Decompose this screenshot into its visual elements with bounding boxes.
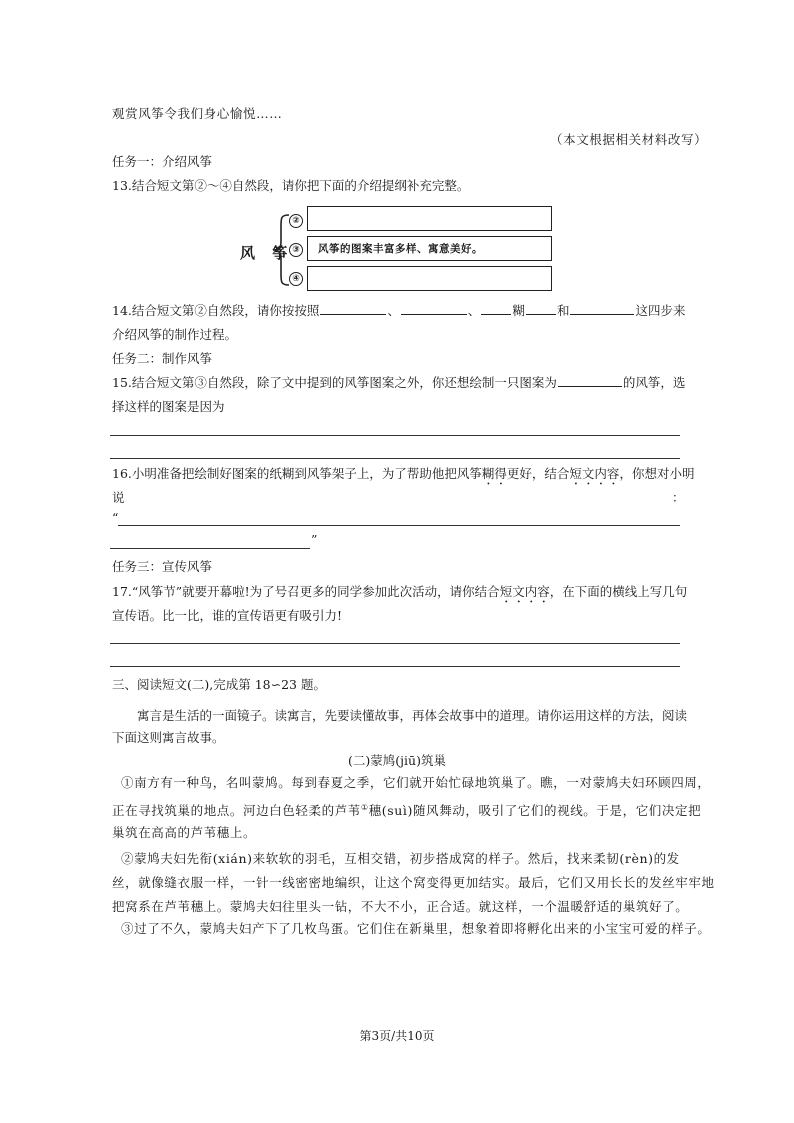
q17-emphasis: 短文内容 [499,584,550,599]
outline-box-4[interactable] [307,266,552,291]
answer-line-15b[interactable] [110,458,680,459]
num-2: ② [289,214,303,228]
story-p1-line2-a: 正在寻找筑巢的地点。河边白色轻柔的芦苇 [112,803,361,819]
page-footer: 第3页/共10页 [359,1029,435,1043]
q14-blank-4[interactable] [526,302,556,315]
section-3-heading: 三、阅读短文(二),完成第 18∽23 题。 [112,677,326,692]
q14-sep1: 、 [387,303,400,318]
question-14 [112,302,685,320]
q14-blank-5[interactable] [570,302,634,315]
story-p2-line2: 丝，就像缝衣服一样，一针一线密密地编织，让这个窝变得更加结实。最后，它们又用长长的发丝牢牢地 [112,875,715,890]
story-p1-line2-b: 穗(suì)随风舞动，吸引了它们的视线。于是，它们决定把 [368,803,702,819]
answer-line-17a[interactable] [110,643,680,644]
q15-text-a: 15.结合短文第③自然段，除了文中提到的风筝图案之外，你还想绘制一只图案为 [112,375,557,390]
question-17-line2: 宣传语。比一比，谁的宣传语更有吸引力! [112,608,343,623]
intro-paragraph-2: 下面这则寓言故事。 [112,730,225,745]
intro-paragraph-1: 寓言是生活的一面镜子。读寓言，先要读懂故事，再体会故事中的道理。请你运用这样的方法，阅读 [137,708,688,723]
story-p3-line1: ③过了不久，蒙鸠夫妇产下了几枚鸟蛋。它们住在新巢里，想象着即将孵化出来的小宝宝可爱的样子。 [121,921,711,936]
footnote-marker: ① [360,803,369,812]
answer-line-16a[interactable] [118,525,680,526]
box3-text: 风筝的图案丰富多样、寓意美好。 [318,243,483,255]
q16-text-b: 更好，结合 [506,466,570,481]
q14-blank-1[interactable] [320,302,386,315]
num-4: ④ [289,272,303,286]
answer-line-16b[interactable] [110,548,310,549]
task1-heading: 任务一：介绍风筝 [112,154,213,169]
q16-colon: ： [672,490,685,505]
num-3: ③ [289,243,303,257]
question-17 [112,583,687,606]
q14-text-a: 14.结合短文第②自然段，请你按按照 [112,303,320,318]
question-16 [112,465,694,488]
q17-text-b: ，在下面的横线上写几句 [549,584,688,599]
story-p2-line3: 把窝系在芦苇穗上。蒙鸠夫妇往里头一钻，不大不小，正合适。就这样，一个温暖舒适的巢筑好了。 [112,899,689,914]
answer-line-17b[interactable] [110,666,680,667]
brace-icon [271,212,291,288]
q15-blank-pattern[interactable] [558,374,622,387]
q14-hu: 糊 [512,303,525,318]
q16-text-c: ，你想对小明 [619,466,695,481]
question-13: 13.结合短文第②～④自然段，请你把下面的介绍提纲补充完整。 [112,178,470,193]
outline-box-3 [307,236,552,261]
q16-text-a: 16.小明准备把绘制好图案的纸糊到风筝架子上，为了帮助他把风筝 [112,466,482,481]
story-p1-line1: ①南方有一种鸟，名叫蒙鸠。每到春夏之季，它们就开始忙碌地筑巢了。瞧，一对蒙鸠夫妇环顾四周， [121,775,711,790]
question-14-line2: 介绍风筝的制作过程。 [112,327,238,342]
q14-he: 和 [556,303,570,318]
story-p2-line1: ②蒙鸠夫妇先衔(xián)来软软的羽毛，互相交错，初步搭成窝的样子。然后，找来柔韧(rèn)的发 [121,851,680,866]
kite-label: 风 筝 [240,244,294,262]
answer-line-15a[interactable] [110,435,680,436]
question-15 [112,374,685,392]
q14-tail: 这四步来 [635,303,686,318]
question-16-line2: 说 [112,490,125,505]
q15-tail: 的风筝，选 [622,375,686,390]
outline-box-2[interactable] [307,206,552,231]
q14-blank-3[interactable] [481,302,511,315]
q16-close-quote: ” [311,532,318,547]
q14-sep2: 、 [467,303,481,318]
story-title: (二)蒙鸠(jiū)筑巢 [348,753,446,768]
task2-heading: 任务二：制作风筝 [112,351,213,366]
story-p1-line2 [112,799,701,820]
task3-heading: 任务三：宣传风筝 [112,559,213,574]
question-15-line2: 择这样的图案是因为 [112,399,225,414]
q16-emphasis-1: 糊得 [481,466,507,481]
story-p1-line3: 巢筑在高高的芦苇穗上。 [112,825,257,840]
source-note: （本文根据相关材料改写） [550,132,708,147]
q17-text-a: 17.“风筝节”就要开幕啦!为了号召更多的同学参加此次活动，请你结合 [112,584,500,599]
intro-line: 观赏风筝令我们身心愉悦…… [112,106,283,121]
q16-open-quote: “ [112,510,119,525]
q16-emphasis-2: 短文内容 [569,466,620,481]
q14-blank-2[interactable] [401,302,467,315]
